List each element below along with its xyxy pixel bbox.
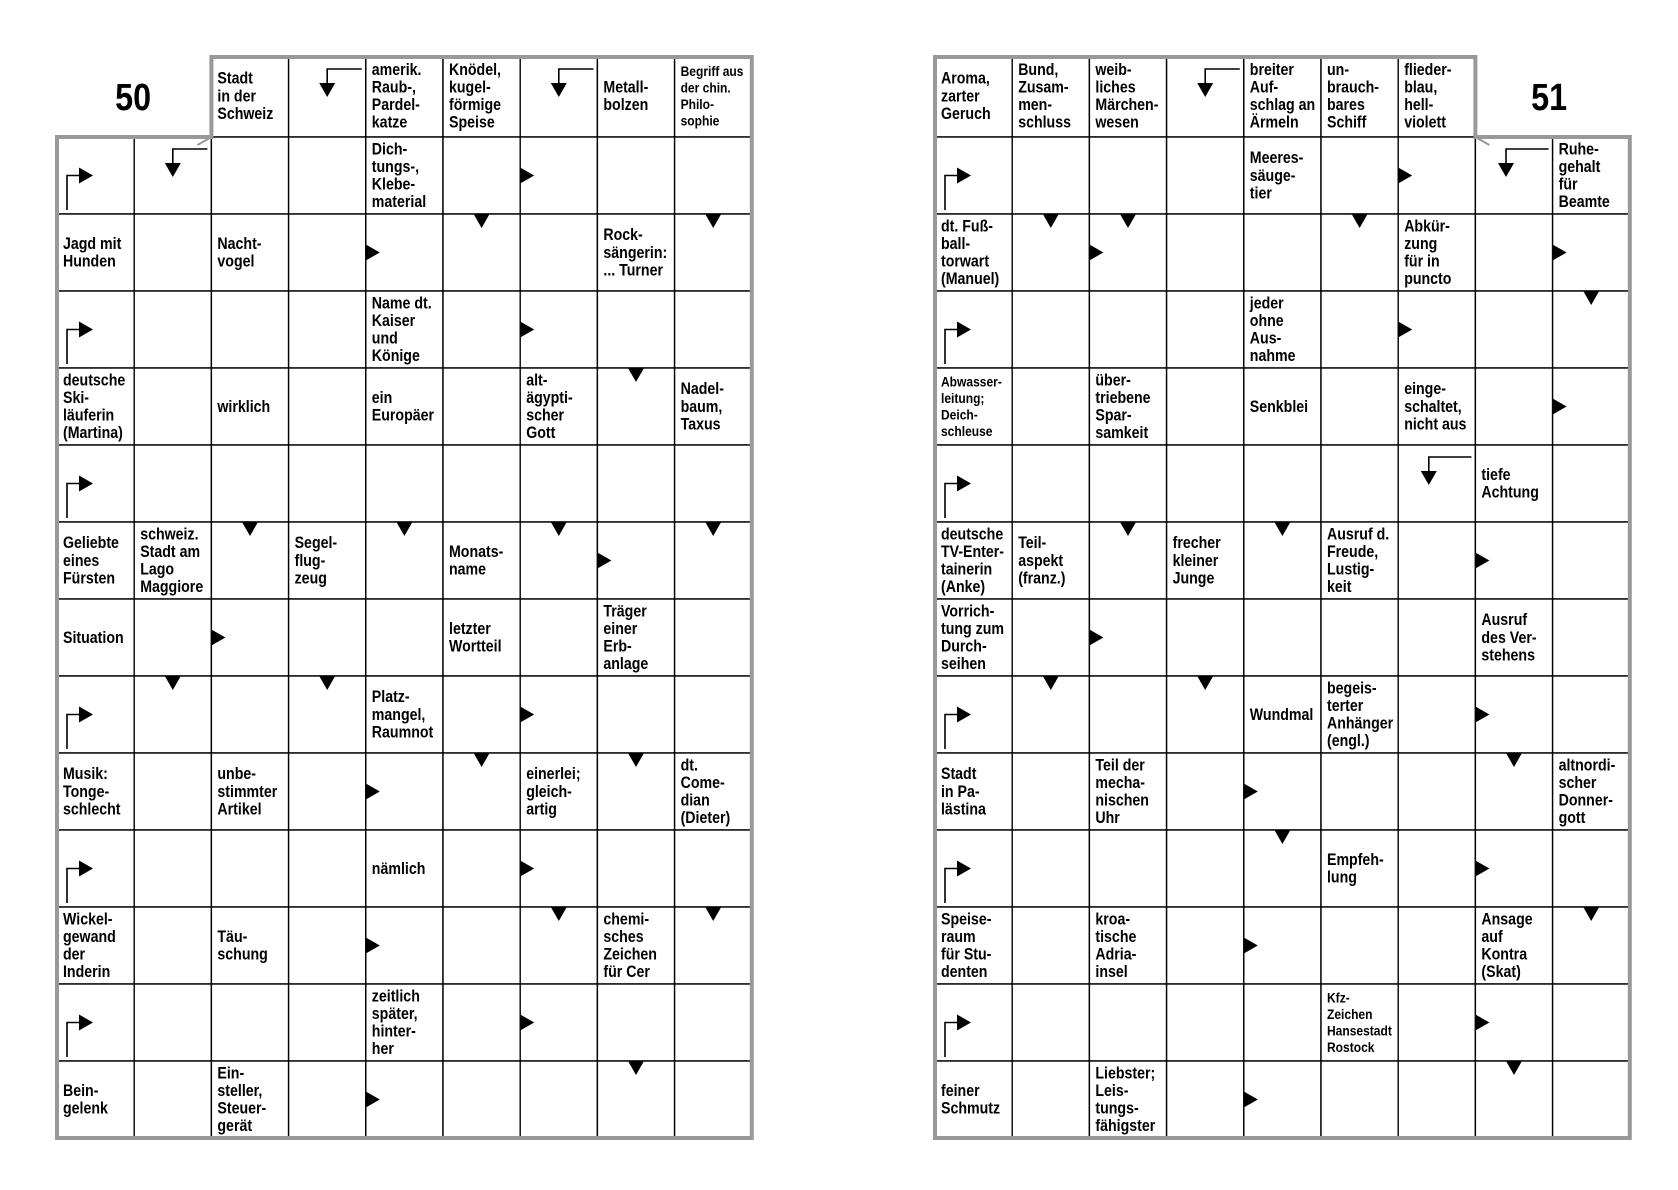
grid-cell[interactable] (1553, 445, 1630, 522)
clue-text: Ausruf d. Freude, Lustig-keit (1327, 525, 1390, 597)
clue-text: Segel-flug-zeug (294, 534, 338, 588)
clue-text: Ansage auf Kontra (Skat) (1481, 910, 1533, 982)
clue-text: wirklich (217, 397, 271, 417)
clue-text: Situation (62, 628, 124, 648)
clue-text: amerik. Raub-, Pardel-katze (371, 60, 422, 132)
clue-text: Abwasser-leitung; Deich-schleuse (941, 373, 1002, 440)
grid-cell[interactable] (1012, 907, 1089, 984)
grid-cell[interactable] (1398, 1061, 1475, 1138)
grid-cell[interactable] (1167, 1061, 1244, 1138)
grid-cell[interactable] (1244, 214, 1321, 291)
clue-text: tiefe Achtung (1481, 466, 1539, 502)
grid-cell[interactable] (1244, 984, 1321, 1061)
crossword-page-left (57, 57, 752, 1138)
clue-text: dt. Come-dian (Dieter) (680, 756, 731, 828)
clue-text: Bein-gelenk (62, 1082, 108, 1118)
grid-cell[interactable] (134, 984, 211, 1061)
grid-cell[interactable] (520, 1061, 597, 1138)
grid-cell[interactable] (443, 830, 520, 907)
grid-cell[interactable] (366, 599, 443, 676)
grid-cell[interactable] (1398, 753, 1475, 830)
grid-cell[interactable] (211, 676, 288, 753)
clue-text: Empfeh-lung (1327, 851, 1384, 887)
grid-cell[interactable] (1321, 445, 1398, 522)
clue-text: zeitlich später, hinter-her (371, 987, 420, 1059)
grid-cell[interactable] (443, 368, 520, 445)
clue-text: breiter Auf-schlag an Ärmeln (1249, 60, 1316, 132)
grid-cell[interactable] (1398, 522, 1475, 599)
grid-cell[interactable] (1089, 676, 1166, 753)
clue-text: Teil-aspekt (franz.) (1018, 534, 1066, 588)
grid-cell[interactable] (1321, 137, 1398, 214)
clue-text: Ruhe-gehalt für Beamte (1558, 140, 1610, 212)
grid-cell[interactable] (597, 291, 674, 368)
grid-cell[interactable] (289, 214, 366, 291)
grid-cell[interactable] (675, 830, 752, 907)
clue-text: Monats-name (448, 543, 504, 579)
grid-cell[interactable] (289, 753, 366, 830)
clue-text: Geliebte eines Fürsten (62, 534, 119, 588)
grid-cell[interactable] (443, 445, 520, 522)
grid-cell[interactable] (289, 830, 366, 907)
grid-cell[interactable] (675, 676, 752, 753)
grid-cell[interactable] (443, 676, 520, 753)
grid-cell[interactable] (1321, 1061, 1398, 1138)
clue-text: Liebster; Leis-tungs-fähigster (1095, 1064, 1156, 1136)
grid-cell[interactable] (134, 214, 211, 291)
clue-text: Jagd mit Hunden (62, 235, 122, 271)
grid-cell[interactable] (443, 137, 520, 214)
grid-cell[interactable] (675, 984, 752, 1061)
clue-text: über-triebene Spar-samkeit (1095, 371, 1151, 443)
clue-text: Senkblei (1249, 397, 1309, 417)
grid-cell[interactable] (1012, 753, 1089, 830)
grid-cell[interactable] (1398, 676, 1475, 753)
clue-text: Abkür-zung für in puncto (1404, 217, 1452, 289)
clue-text: begeis-terter Anhänger (engl.) (1327, 679, 1394, 751)
grid-cell[interactable] (597, 137, 674, 214)
grid-cell[interactable] (1321, 907, 1398, 984)
grid-cell[interactable] (1321, 599, 1398, 676)
clue-text: Speise-raum für Stu-denten (941, 910, 992, 982)
grid-cell[interactable] (1167, 753, 1244, 830)
page-number-right: 51 (1531, 77, 1568, 119)
grid-cell[interactable] (134, 291, 211, 368)
grid-cell[interactable] (1167, 984, 1244, 1061)
grid-cell[interactable] (1398, 907, 1475, 984)
clue-text: alt-ägypti-scher Gott (526, 371, 573, 443)
clue-text: ein Europäer (371, 389, 435, 425)
grid-cell[interactable] (1398, 830, 1475, 907)
clue-text: Ein-steller, Steuer-gerät (217, 1064, 267, 1136)
clue-text: einerlei; gleich-artig (526, 765, 581, 819)
grid-cell[interactable] (289, 599, 366, 676)
grid-cell[interactable] (1167, 830, 1244, 907)
clue-text: Dich-tungs-, Klebe-material (371, 140, 427, 212)
grid-cell[interactable] (1089, 137, 1166, 214)
grid-cell[interactable] (443, 1061, 520, 1138)
clue-text: dt. Fuß-ball-torwart (Manuel) (941, 217, 1000, 289)
clue-text: Träger einer Erb-anlage (603, 602, 649, 674)
grid-cell[interactable] (597, 445, 674, 522)
grid-cell[interactable] (597, 830, 674, 907)
clue-text: un-brauch-bares Schiff (1327, 60, 1379, 132)
clue-text: flieder-blau, hell-violett (1404, 60, 1452, 132)
clue-text: Musik: Tonge-schlecht (62, 765, 121, 819)
clue-text: nämlich (371, 859, 426, 879)
clue-text: Stadt in der Schweiz (217, 69, 274, 124)
clue-text: chemi-sches Zeichen für Cer (603, 910, 657, 982)
clue-text: Name dt. Kaiser und Könige (371, 294, 432, 366)
clue-text: Kfz-Zeichen Hansestadt Rostock (1327, 989, 1392, 1056)
grid-cell[interactable] (1012, 291, 1089, 368)
grid-cell[interactable] (1012, 984, 1089, 1061)
clue-text: Bund, Zusam-men-schluss (1018, 60, 1072, 132)
grid-cell[interactable] (289, 907, 366, 984)
grid-cell[interactable] (675, 599, 752, 676)
grid-cell[interactable] (1012, 137, 1089, 214)
grid-cell[interactable] (289, 137, 366, 214)
grid-cell[interactable] (1012, 1061, 1089, 1138)
grid-cell[interactable] (1167, 368, 1244, 445)
grid-cell[interactable] (1012, 830, 1089, 907)
clue-text: Stadt in Pa-lästina (941, 765, 986, 819)
clue-text: Knödel, kugel-förmige Speise (448, 60, 501, 132)
grid-cell[interactable] (520, 599, 597, 676)
clue-text: Metall-bolzen (603, 78, 649, 115)
grid-cell[interactable] (1089, 445, 1166, 522)
grid-cell[interactable] (134, 830, 211, 907)
grid-cell[interactable] (1244, 445, 1321, 522)
clue-text: Aroma, zarter Geruch (941, 69, 991, 124)
grid-cell[interactable] (1321, 753, 1398, 830)
grid-cell[interactable] (366, 445, 443, 522)
grid-cell[interactable] (520, 214, 597, 291)
grid-cell[interactable] (1089, 291, 1166, 368)
grid-cell[interactable] (1167, 599, 1244, 676)
grid-cell[interactable] (1475, 214, 1552, 291)
grid-cell[interactable] (211, 984, 288, 1061)
grid-cell[interactable] (289, 984, 366, 1061)
grid-cell[interactable] (211, 445, 288, 522)
grid-cell[interactable] (1167, 907, 1244, 984)
clue-text: Ausruf des Ver-stehens (1481, 611, 1537, 665)
clue-text: Begriff aus der chin. Philo-sophie (680, 63, 744, 129)
grid-cell[interactable] (1167, 137, 1244, 214)
clue-text: feiner Schmutz (941, 1082, 1001, 1118)
clue-text: Wundmal (1249, 705, 1314, 725)
clue-text: frecher kleiner Junge (1172, 534, 1221, 588)
grid-cell[interactable] (597, 984, 674, 1061)
grid-cell[interactable] (1553, 522, 1630, 599)
clue-text: deutsche Ski-läuferin (Martina) (62, 371, 126, 443)
clue-text: Platz-mangel, Raumnot (371, 688, 434, 742)
grid-cell[interactable] (289, 368, 366, 445)
grid-cell[interactable] (211, 291, 288, 368)
clue-text: weib-liches Märchen-wesen (1095, 60, 1159, 132)
grid-cell[interactable] (1012, 445, 1089, 522)
grid-cell[interactable] (1553, 830, 1630, 907)
grid-cell[interactable] (443, 291, 520, 368)
grid-cell[interactable] (1553, 599, 1630, 676)
grid-cell[interactable] (134, 445, 211, 522)
grid-cell[interactable] (1553, 1061, 1630, 1138)
clue-text: Teil der mecha-nischen Uhr (1095, 756, 1149, 828)
grid-cell[interactable] (1089, 984, 1166, 1061)
grid-cell[interactable] (134, 599, 211, 676)
clue-text: einge-schaltet, nicht aus (1404, 380, 1467, 434)
grid-cell[interactable] (134, 753, 211, 830)
grid-cell[interactable] (1167, 291, 1244, 368)
grid-cell[interactable] (1012, 368, 1089, 445)
clue-text: Vorrich-tung zum Durch-seihen (941, 602, 1005, 674)
grid-cell[interactable] (675, 1061, 752, 1138)
grid-cell[interactable] (1167, 214, 1244, 291)
page-number-left: 50 (115, 77, 152, 119)
grid-cell[interactable] (675, 445, 752, 522)
grid-cell[interactable] (289, 445, 366, 522)
grid-cell[interactable] (289, 291, 366, 368)
grid-cell[interactable] (1475, 368, 1552, 445)
clue-text: Wickel-gewand der Inderin (62, 910, 116, 982)
clue-text: Rock-sängerin: ... Turner (603, 226, 668, 280)
grid-cell[interactable] (675, 137, 752, 214)
grid-cell[interactable] (675, 291, 752, 368)
grid-cell[interactable] (134, 1061, 211, 1138)
grid-cell[interactable] (1321, 368, 1398, 445)
grid-cell[interactable] (289, 1061, 366, 1138)
clue-text: altnordi-scher Donner-gott (1558, 756, 1616, 828)
grid-cell[interactable] (134, 368, 211, 445)
clue-text: Nacht-vogel (217, 235, 262, 271)
grid-cell[interactable] (211, 830, 288, 907)
grid-cell[interactable] (520, 445, 597, 522)
grid-cell[interactable] (1553, 676, 1630, 753)
grid-cell[interactable] (211, 137, 288, 214)
grid-cell[interactable] (443, 907, 520, 984)
grid-cell[interactable] (597, 676, 674, 753)
clue-text: unbe-stimmter Artikel (217, 765, 278, 819)
clue-text: kroa-tische Adria-insel (1095, 910, 1137, 982)
grid-cell[interactable] (134, 907, 211, 984)
clue-text: schweiz. Stadt am Lago Maggiore (140, 525, 204, 597)
grid-cell[interactable] (1167, 445, 1244, 522)
grid-cell[interactable] (1244, 599, 1321, 676)
grid-cell[interactable] (1475, 291, 1552, 368)
clue-text: jeder ohne Aus-nahme (1249, 294, 1296, 366)
clue-text: Täu-schung (217, 928, 268, 964)
grid-cell[interactable] (1398, 984, 1475, 1061)
clue-text: Nadel-baum, Taxus (680, 380, 724, 434)
grid-cell[interactable] (1089, 830, 1166, 907)
grid-cell[interactable] (1553, 984, 1630, 1061)
clue-text: letzter Wortteil (448, 620, 502, 656)
grid-cell[interactable] (443, 984, 520, 1061)
clue-text: Meeres-säuge-tier (1249, 149, 1304, 203)
grid-cell[interactable] (1321, 291, 1398, 368)
clue-text: deutsche TV-Enter-tainerin (Anke) (941, 525, 1005, 597)
grid-cell[interactable] (1012, 599, 1089, 676)
grid-cell[interactable] (1398, 599, 1475, 676)
crossword-page-right (935, 57, 1630, 1138)
